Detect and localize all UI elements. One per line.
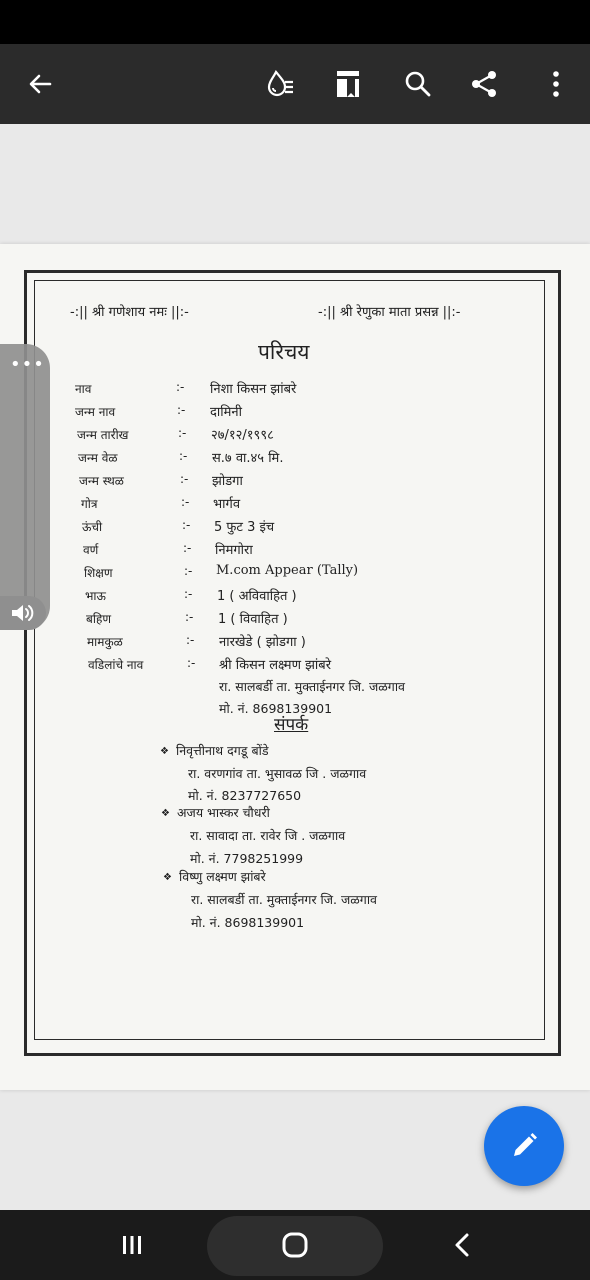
home-icon[interactable]: [271, 1210, 319, 1280]
field-label: बहिण: [86, 612, 112, 626]
field-value: झोडगा: [212, 474, 243, 489]
field-label: जन्म वेळ: [78, 451, 118, 465]
contact-name: विष्णु लक्ष्मण झांबरे: [179, 869, 266, 884]
field-value: M.com Appear (Tally): [216, 563, 359, 578]
more-vert-icon[interactable]: [538, 44, 574, 124]
more-horiz-icon[interactable]: •••: [10, 354, 45, 375]
bullet-icon: ❖: [163, 872, 172, 883]
contact-name: अजय भास्कर चौधरी: [177, 805, 270, 820]
father-phone: मो. नं. 8698139901: [219, 701, 333, 716]
ink-drop-icon[interactable]: [258, 44, 302, 124]
field-label: ऊंची: [82, 520, 103, 534]
contact-heading: संपर्क: [274, 715, 309, 735]
field-value: 5 फुट 3 इंच: [214, 520, 275, 535]
field-value: भार्गव: [213, 497, 241, 512]
field-label: जन्म नाव: [75, 405, 116, 419]
field-value: 1 ( अविवाहित ): [217, 589, 297, 604]
field-label: वर्ण: [83, 543, 99, 557]
volume-icon[interactable]: [0, 596, 46, 630]
field-separator: :-: [185, 610, 194, 624]
field-separator: :-: [181, 495, 190, 509]
field-separator: :-: [177, 403, 186, 417]
field-label: जन्म तारीख: [77, 428, 129, 442]
field-separator: :-: [187, 656, 196, 670]
field-label: नाव: [75, 382, 92, 396]
field-separator: :-: [183, 541, 192, 555]
contact-phone: मो. नं. 7798251999: [190, 851, 304, 866]
field-separator: :-: [182, 518, 191, 532]
field-label: गोत्र: [81, 497, 98, 511]
share-icon[interactable]: [462, 44, 506, 124]
bullet-icon: ❖: [161, 808, 170, 819]
recents-icon[interactable]: [106, 1210, 158, 1280]
header-left: -:|| श्री गणेशाय नमः ||:-: [70, 305, 189, 320]
field-label: भाऊ: [85, 589, 106, 603]
field-separator: :-: [186, 633, 195, 647]
contact-phone: मो. नं. 8237727650: [188, 788, 302, 803]
field-label: मामकुळ: [87, 635, 123, 649]
field-separator: :-: [179, 449, 188, 463]
edit-fab[interactable]: [484, 1106, 564, 1186]
back-arrow-icon[interactable]: [18, 44, 62, 124]
field-value: श्री किसन लक्ष्मण झांबरे: [219, 658, 332, 673]
field-value: नारखेडे ( झोडगा ): [219, 635, 306, 650]
father-address: रा. सालबर्डी ता. मुक्ताईनगर जि. जळगाव: [219, 679, 406, 694]
page-title: परिचय: [258, 340, 310, 364]
field-label: शिक्षण: [84, 566, 113, 580]
field-separator: :-: [176, 380, 185, 394]
field-value: दामिनी: [210, 405, 242, 420]
status-bar: [0, 0, 590, 44]
viewer-toolbar: [0, 44, 590, 124]
contact-phone: मो. नं. 8698139901: [191, 915, 305, 930]
header-right: -:|| श्री रेणुका माता प्रसन्न ||:-: [318, 305, 461, 320]
document-page: [0, 244, 590, 1090]
field-label: वडिलांचे नाव: [88, 658, 144, 672]
side-panel-handle[interactable]: [0, 344, 50, 630]
contact-address: रा. वरणगांव ता. भुसावळ जि . जळगाव: [188, 766, 367, 781]
system-nav-bar: [0, 1210, 590, 1280]
field-separator: :-: [184, 564, 193, 578]
field-value: 1 ( विवाहित ): [218, 612, 288, 627]
contact-address: रा. सावादा ता. रावेर जि . जळगाव: [190, 828, 346, 843]
field-value: २७/१२/१९९८: [211, 428, 274, 443]
document-viewer[interactable]: [0, 124, 590, 1210]
field-separator: :-: [180, 472, 189, 486]
field-label: जन्म स्थळ: [79, 474, 124, 488]
field-value: स.७ वा.४५ मि.: [212, 451, 284, 466]
bookmark-page-icon[interactable]: [326, 44, 370, 124]
edit-pencil-icon: [507, 1129, 541, 1163]
field-separator: :-: [178, 426, 187, 440]
bullet-icon: ❖: [160, 746, 169, 757]
contact-address: रा. सालबर्डी ता. मुक्ताईनगर जि. जळगाव: [191, 892, 378, 907]
field-value: निशा किसन झांबरे: [210, 382, 297, 397]
contact-name: निवृत्तीनाथ दगडू बोंडे: [176, 743, 269, 758]
field-separator: :-: [184, 587, 193, 601]
field-value: निमगोरा: [215, 543, 253, 558]
back-icon[interactable]: [440, 1210, 484, 1280]
search-icon[interactable]: [396, 44, 440, 124]
